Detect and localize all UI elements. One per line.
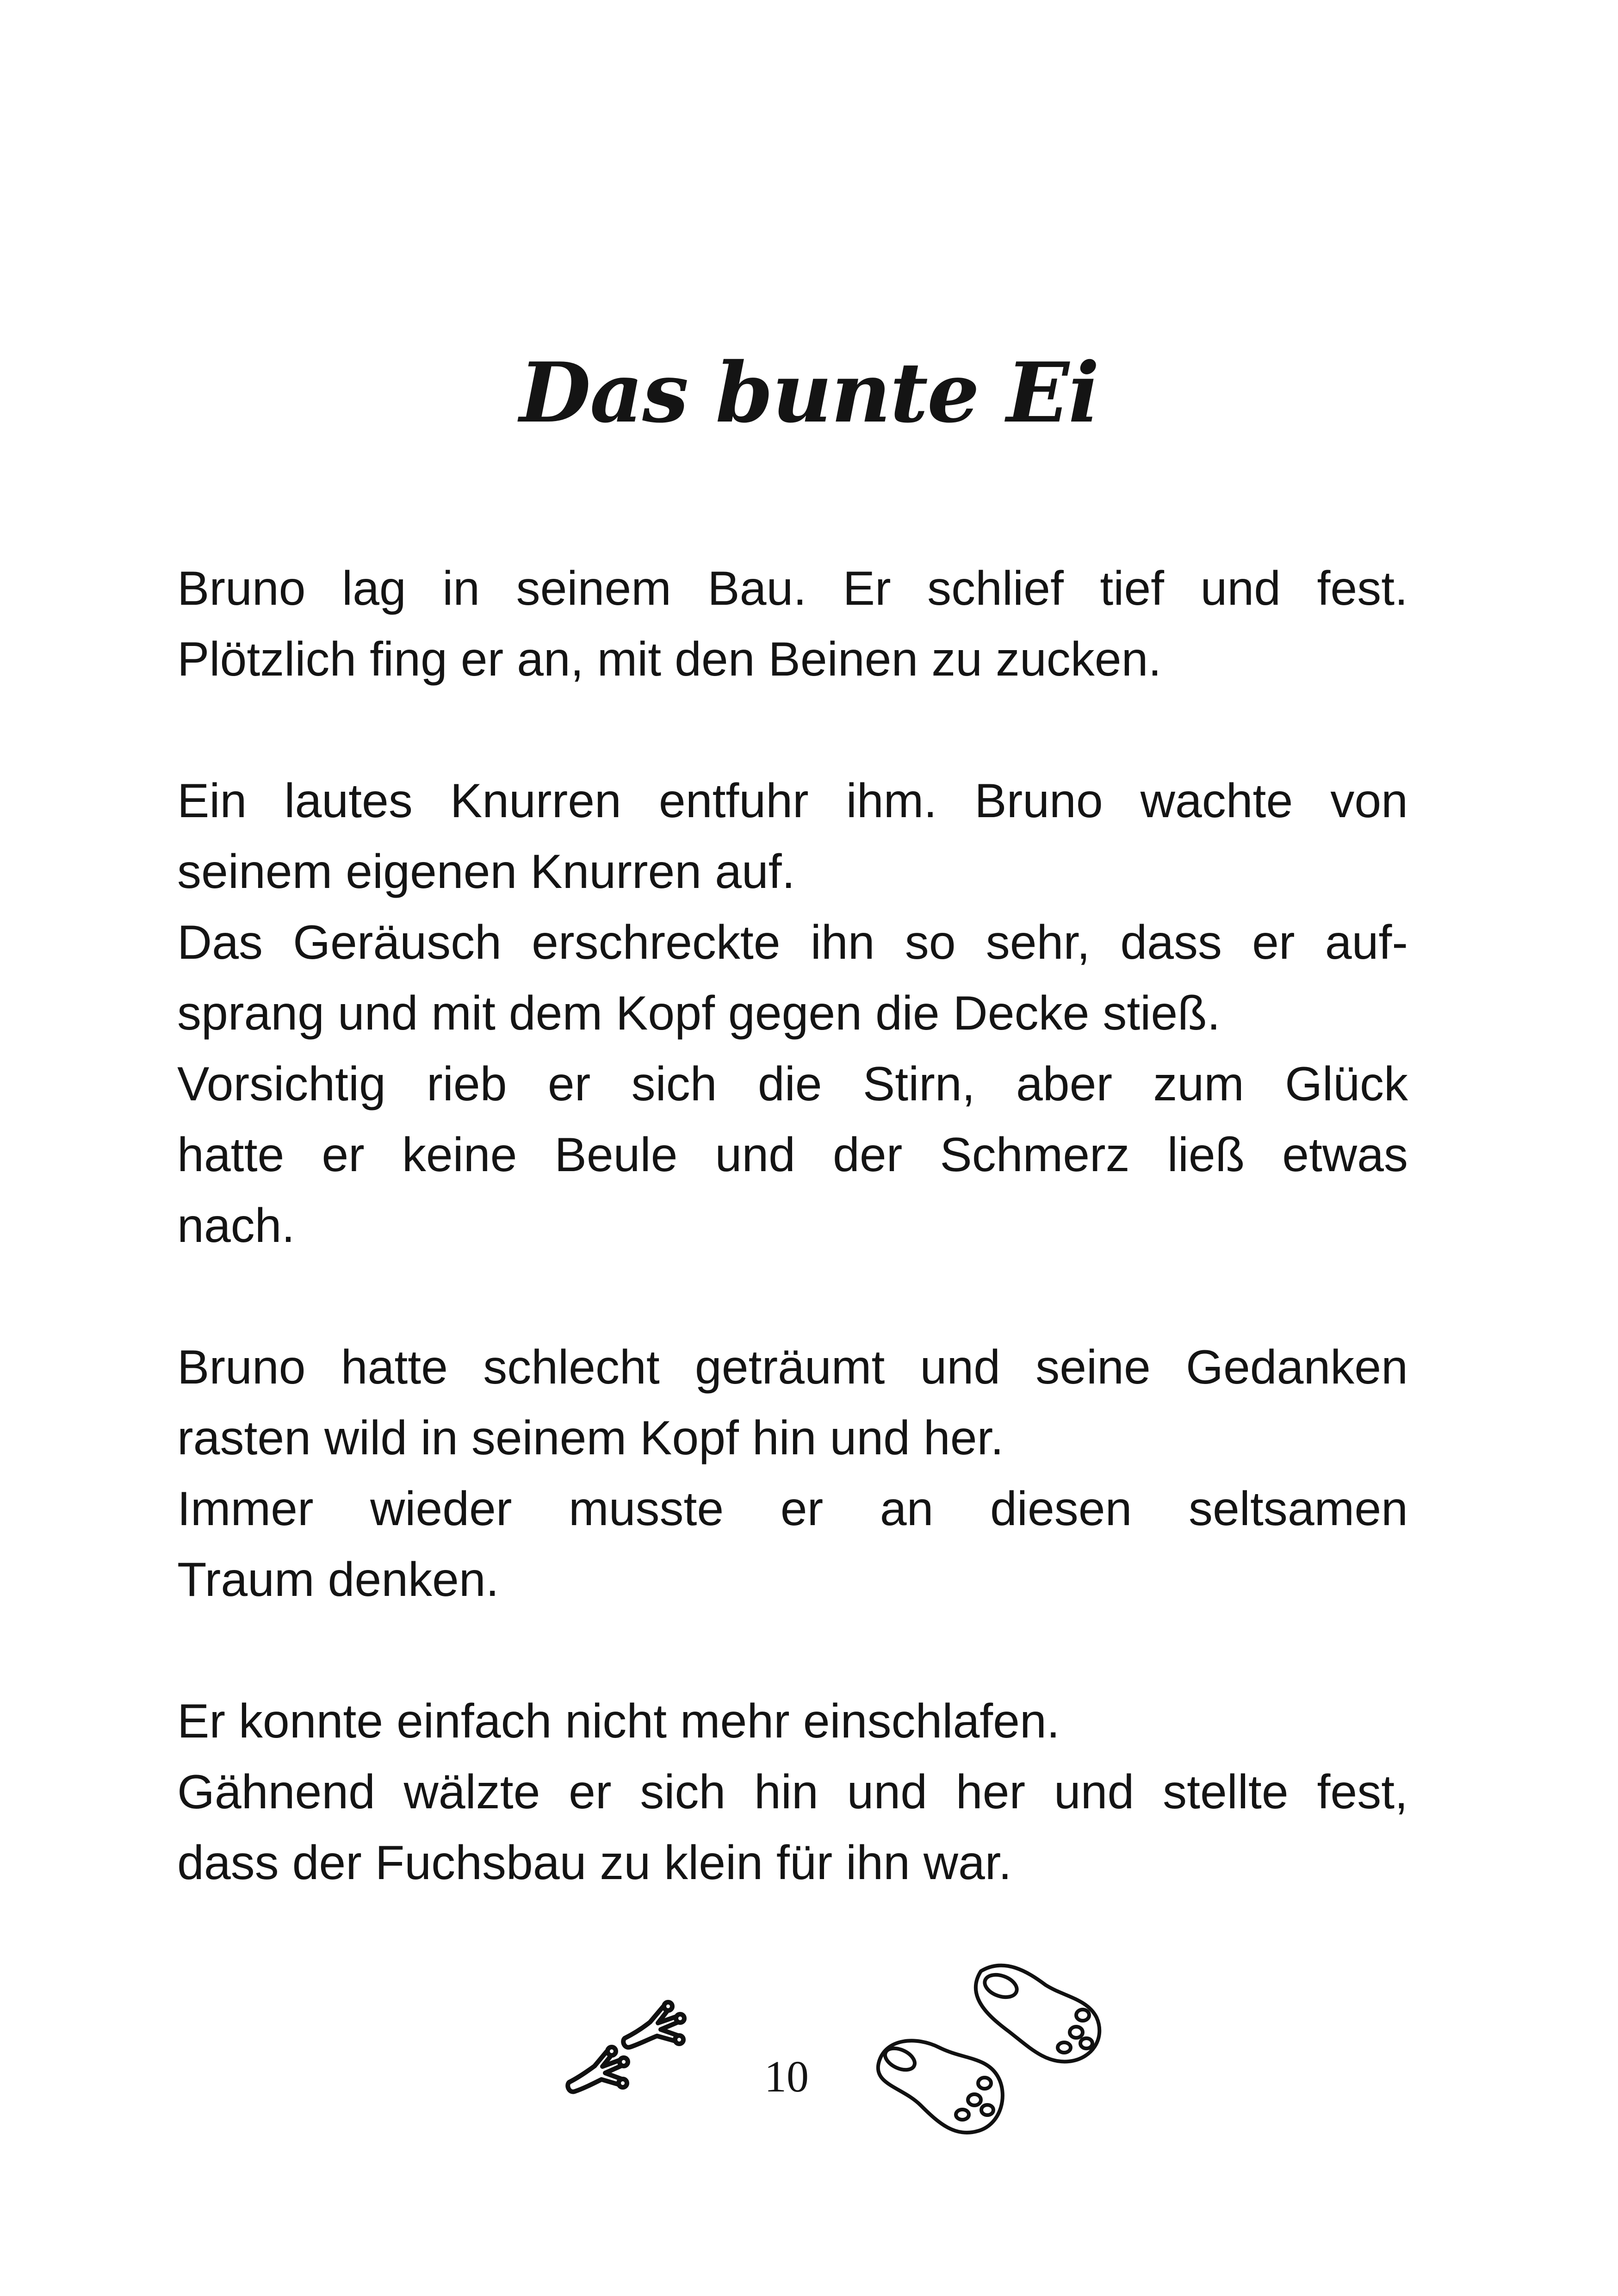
text-line: Ein lautes Knurren entfuhr ihm. Bruno wachte von bbox=[177, 774, 1408, 828]
text-line: Gähnend wälzte er sich hin und her und stellte fest, bbox=[177, 1765, 1408, 1819]
text-line: Bruno lag in seinem Bau. Er schlief tief und fest. bbox=[177, 562, 1408, 615]
text-line: nach. bbox=[177, 1199, 295, 1253]
paragraph bbox=[177, 1332, 1408, 1615]
text-line: Immer wieder musste er an diesen seltsamen bbox=[177, 1482, 1408, 1536]
text-line: Traum denken. bbox=[177, 1553, 499, 1607]
page-number: 10 bbox=[764, 2052, 809, 2101]
text-line: rasten wild in seinem Kopf hin und her. bbox=[177, 1411, 1004, 1465]
paragraph bbox=[177, 766, 1408, 1261]
text-line: dass der Fuchsbau zu klein für ihn war. bbox=[177, 1836, 1012, 1890]
story-text bbox=[177, 553, 1408, 1969]
text-line: sprang und mit dem Kopf gegen die Decke stieß. bbox=[177, 987, 1221, 1040]
text-line: seinem eigenen Knurren auf. bbox=[177, 845, 795, 899]
text-line: Er konnte einfach nicht mehr einschlafen. bbox=[177, 1694, 1060, 1748]
page-title: Das bunte Ei bbox=[519, 344, 1099, 441]
bird-footprints-icon bbox=[555, 1990, 689, 2105]
paragraph bbox=[177, 553, 1408, 695]
text-line: Das Geräusch erschreckte ihn so sehr, dass er auf- bbox=[177, 916, 1408, 969]
paragraph bbox=[177, 1686, 1408, 1899]
text-line: Vorsichtig rieb er sich die Stirn, aber zum Glück bbox=[177, 1057, 1408, 1111]
text-line: Bruno hatte schlecht geträumt und seine Gedanken bbox=[177, 1340, 1408, 1394]
rabbit-pawprints-icon bbox=[870, 1953, 1120, 2166]
text-line: Plötzlich fing er an, mit den Beinen zu zucken. bbox=[177, 633, 1162, 686]
text-line: hatte er keine Beule und der Schmerz ließ etwas bbox=[177, 1128, 1408, 1182]
